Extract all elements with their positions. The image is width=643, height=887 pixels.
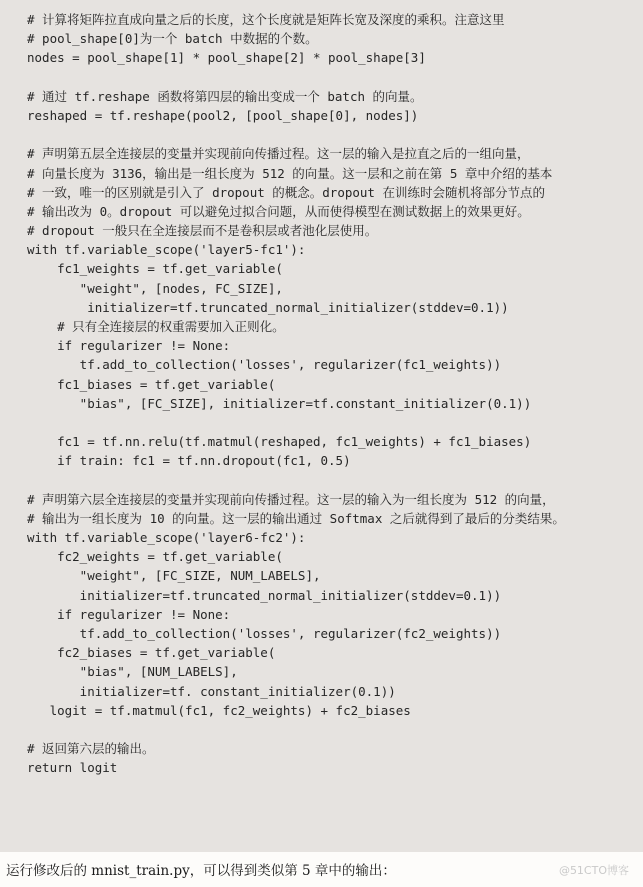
code-line: # 一致，唯一的区别就是引入了 dropout 的概念。dropout 在训练时会随机将部分节点的 <box>27 184 545 200</box>
code-line: # 只有全连接层的权重需要加入正则化。 <box>27 319 285 334</box>
code-line: "bias", [NUM_LABELS], <box>27 664 238 680</box>
code-line: if regularizer != None: <box>27 606 231 622</box>
code-line: fc2_weights = tf.get_variable( <box>27 549 283 565</box>
code-line: initializer=tf.truncated_normal_initializer(stddev=0.1)) <box>27 299 509 315</box>
code-line: # 通过 tf.reshape 函数将第四层的输出变成一个 batch 的向量。 <box>27 88 423 104</box>
code-line: nodes = pool_shape[1] * pool_shape[2] * pool_shape[3] <box>27 50 426 66</box>
code-line: "weight", [nodes, FC_SIZE], <box>27 280 283 296</box>
code-line <box>27 68 643 87</box>
code-line: # pool_shape[0]为一个 batch 中数据的个数。 <box>27 31 318 47</box>
code-line: # 向量长度为 3136，输出是一组长度为 512 的向量。这一层和之前在第 5 章中介绍的基本 <box>27 165 553 181</box>
code-line <box>27 125 643 144</box>
code-line: if train: fc1 = tf.nn.dropout(fc1, 0.5) <box>27 453 351 469</box>
code-line: fc1_weights = tf.get_variable( <box>27 261 283 277</box>
code-line: "bias", [FC_SIZE], initializer=tf.constant_initializer(0.1)) <box>27 395 532 411</box>
code-line: tf.add_to_collection('losses', regularizer(fc1_weights)) <box>27 357 502 373</box>
code-line: initializer=tf.truncated_normal_initializer(stddev=0.1)) <box>27 587 502 603</box>
code-listing <box>27 10 643 778</box>
code-line: with tf.variable_scope('layer6-fc2'): <box>27 530 306 546</box>
code-line: fc1_biases = tf.get_variable( <box>27 376 276 392</box>
code-line: initializer=tf. constant_initializer(0.1)) <box>27 683 396 699</box>
code-line: tf.add_to_collection('losses', regularizer(fc2_weights)) <box>27 626 502 641</box>
code-line: reshaped = tf.reshape(pool2, [pool_shape[0], nodes]) <box>27 107 419 123</box>
code-line: logit = tf.matmul(fc1, fc2_weights) + fc2_biases <box>27 702 411 718</box>
code-line: if regularizer != None: <box>27 338 231 354</box>
code-line: "weight", [FC_SIZE, NUM_LABELS], <box>27 568 321 584</box>
code-line: with tf.variable_scope('layer5-fc1'): <box>27 242 306 258</box>
code-line: # 声明第六层全连接层的变量并实现前向传播过程。这一层的输入为一组长度为 512 的向量， <box>27 491 555 507</box>
code-line: # 输出改为 0。dropout 可以避免过拟合问题，从而使得模型在测试数据上的效果更好。 <box>27 203 530 219</box>
caption-text: 运行修改后的 mnist_train.py，可以得到类似第 5 章中的输出： <box>6 863 396 879</box>
code-line: # 输出为一组长度为 10 的向量。这一层的输出通过 Softmax 之后就得到了最后的分类结果。 <box>27 510 565 526</box>
code-line <box>27 720 643 739</box>
code-line: # 声明第五层全连接层的变量并实现前向传播过程。这一层的输入是拉直之后的一组向量， <box>27 146 530 162</box>
watermark: @51CTO博客 <box>558 864 629 877</box>
code-line: fc1 = tf.nn.relu(tf.matmul(reshaped, fc1_weights) + fc1_biases) <box>27 434 532 450</box>
code-line: # 返回第六层的输出。 <box>27 741 155 757</box>
code-line: fc2_biases = tf.get_variable( <box>27 645 276 661</box>
code-line: # dropout 一般只在全连接层而不是卷积层或者池化层使用。 <box>27 223 378 239</box>
code-line <box>27 413 643 432</box>
code-line <box>27 471 643 490</box>
code-line: return logit <box>27 760 118 776</box>
code-line: # 计算将矩阵拉直成向量之后的长度，这个长度就是矩阵长宽及深度的乘积。注意这里 <box>27 12 505 27</box>
